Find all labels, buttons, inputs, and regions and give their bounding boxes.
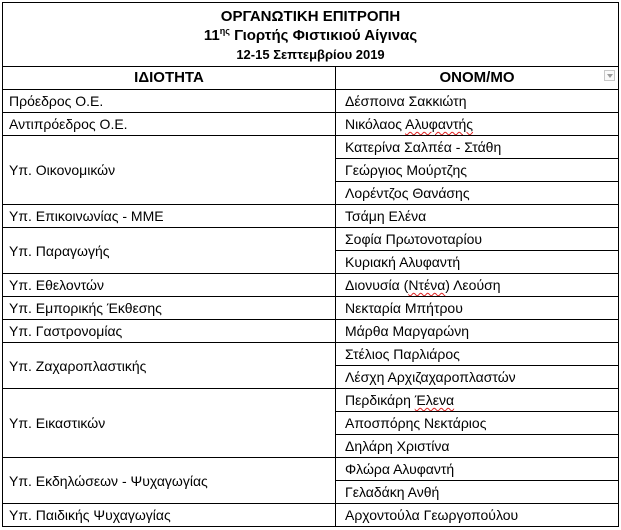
subtitle-number: 11 bbox=[203, 27, 220, 44]
column-header-role-label: ΙΔΙΟΤΗΤΑ bbox=[134, 69, 204, 86]
table-row bbox=[3, 504, 619, 527]
role-cell[interactable]: Υπ. Εικαστικών bbox=[3, 389, 336, 458]
table-row bbox=[3, 458, 619, 481]
filter-dropdown-icon[interactable] bbox=[604, 70, 615, 81]
document-title: ΟΡΓΑΝΩΤΙΚΗ ΕΠΙΤΡΟΠΗ bbox=[220, 8, 401, 25]
name-cell[interactable]: Μάρθα Μαργαρώνη bbox=[336, 320, 619, 343]
document-dates: 12-15 Σεπτεμβρίου 2019 bbox=[236, 47, 385, 62]
subtitle-ordinal: ης bbox=[219, 26, 230, 36]
role-cell[interactable]: Πρόεδρος Ο.Ε. bbox=[3, 90, 336, 113]
column-header-row bbox=[3, 67, 619, 90]
role-cell[interactable]: Υπ. Εθελοντών bbox=[3, 274, 336, 297]
table-row bbox=[3, 343, 619, 366]
name-cell[interactable]: Νικόλαος Αλυφαντής bbox=[336, 113, 619, 136]
table-row bbox=[3, 90, 619, 113]
name-cell[interactable]: Γεώργιος Μούρτζης bbox=[336, 159, 619, 182]
name-cell[interactable]: Νεκταρία Μπήτρου bbox=[336, 297, 619, 320]
role-cell[interactable]: Υπ. Οικονομικών bbox=[3, 136, 336, 205]
table-row bbox=[3, 113, 619, 136]
title-row bbox=[3, 3, 619, 67]
name-cell[interactable]: Τσάμη Ελένα bbox=[336, 205, 619, 228]
name-cell[interactable]: Λορέντζος Θανάσης bbox=[336, 182, 619, 205]
name-cell[interactable]: Αποσπόρης Νεκτάριος bbox=[336, 412, 619, 435]
name-cell[interactable]: Λέσχη Αρχιζαχαροπλαστών bbox=[336, 366, 619, 389]
role-cell[interactable]: Υπ. Ζαχαροπλαστικής bbox=[3, 343, 336, 389]
table-row bbox=[3, 320, 619, 343]
table-row bbox=[3, 228, 619, 251]
role-cell[interactable]: Υπ. Επικοινωνίας - ΜΜΕ bbox=[3, 205, 336, 228]
table-row bbox=[3, 136, 619, 159]
document-subtitle bbox=[3, 26, 618, 45]
role-cell[interactable]: Υπ. Παραγωγής bbox=[3, 228, 336, 274]
name-cell[interactable]: Δηλάρη Χριστίνα bbox=[336, 435, 619, 458]
title-cell[interactable] bbox=[3, 3, 619, 67]
committee-table bbox=[2, 2, 619, 527]
role-cell[interactable]: Αντιπρόεδρος Ο.Ε. bbox=[3, 113, 336, 136]
name-cell[interactable]: Στέλιος Παρλιάρος bbox=[336, 343, 619, 366]
table-row bbox=[3, 389, 619, 412]
name-cell[interactable]: Σοφία Πρωτονοταρίου bbox=[336, 228, 619, 251]
name-cell[interactable]: Φλώρα Αλυφαντή bbox=[336, 458, 619, 481]
column-header-name-label: ΟΝΟΜ/ΜΟ bbox=[439, 69, 515, 86]
table-row bbox=[3, 274, 619, 297]
name-cell[interactable]: Γελαδάκη Ανθή bbox=[336, 481, 619, 504]
name-cell[interactable]: Περδικάρη Έλενα bbox=[336, 389, 619, 412]
column-header-role[interactable] bbox=[3, 67, 336, 90]
role-cell[interactable]: Υπ. Εκδηλώσεων - Ψυχαγωγίας bbox=[3, 458, 336, 504]
table-row bbox=[3, 205, 619, 228]
name-cell[interactable]: Δέσποινα Σακκιώτη bbox=[336, 90, 619, 113]
column-header-name[interactable] bbox=[336, 67, 619, 90]
name-cell[interactable]: Κατερίνα Σαλπέα - Στάθη bbox=[336, 136, 619, 159]
table-row bbox=[3, 297, 619, 320]
name-cell[interactable]: Αρχοντούλα Γεωργοπούλου bbox=[336, 504, 619, 527]
subtitle-text: Γιορτής Φιστικιού Αίγινας bbox=[229, 27, 418, 44]
name-cell[interactable]: Διονυσία (Ντένα) Λεούση bbox=[336, 274, 619, 297]
name-cell[interactable]: Κυριακή Αλυφαντή bbox=[336, 251, 619, 274]
role-cell[interactable]: Υπ. Γαστρονομίας bbox=[3, 320, 336, 343]
role-cell[interactable]: Υπ. Παιδικής Ψυχαγωγίας bbox=[3, 504, 336, 527]
role-cell[interactable]: Υπ. Εμπορικής Έκθεσης bbox=[3, 297, 336, 320]
